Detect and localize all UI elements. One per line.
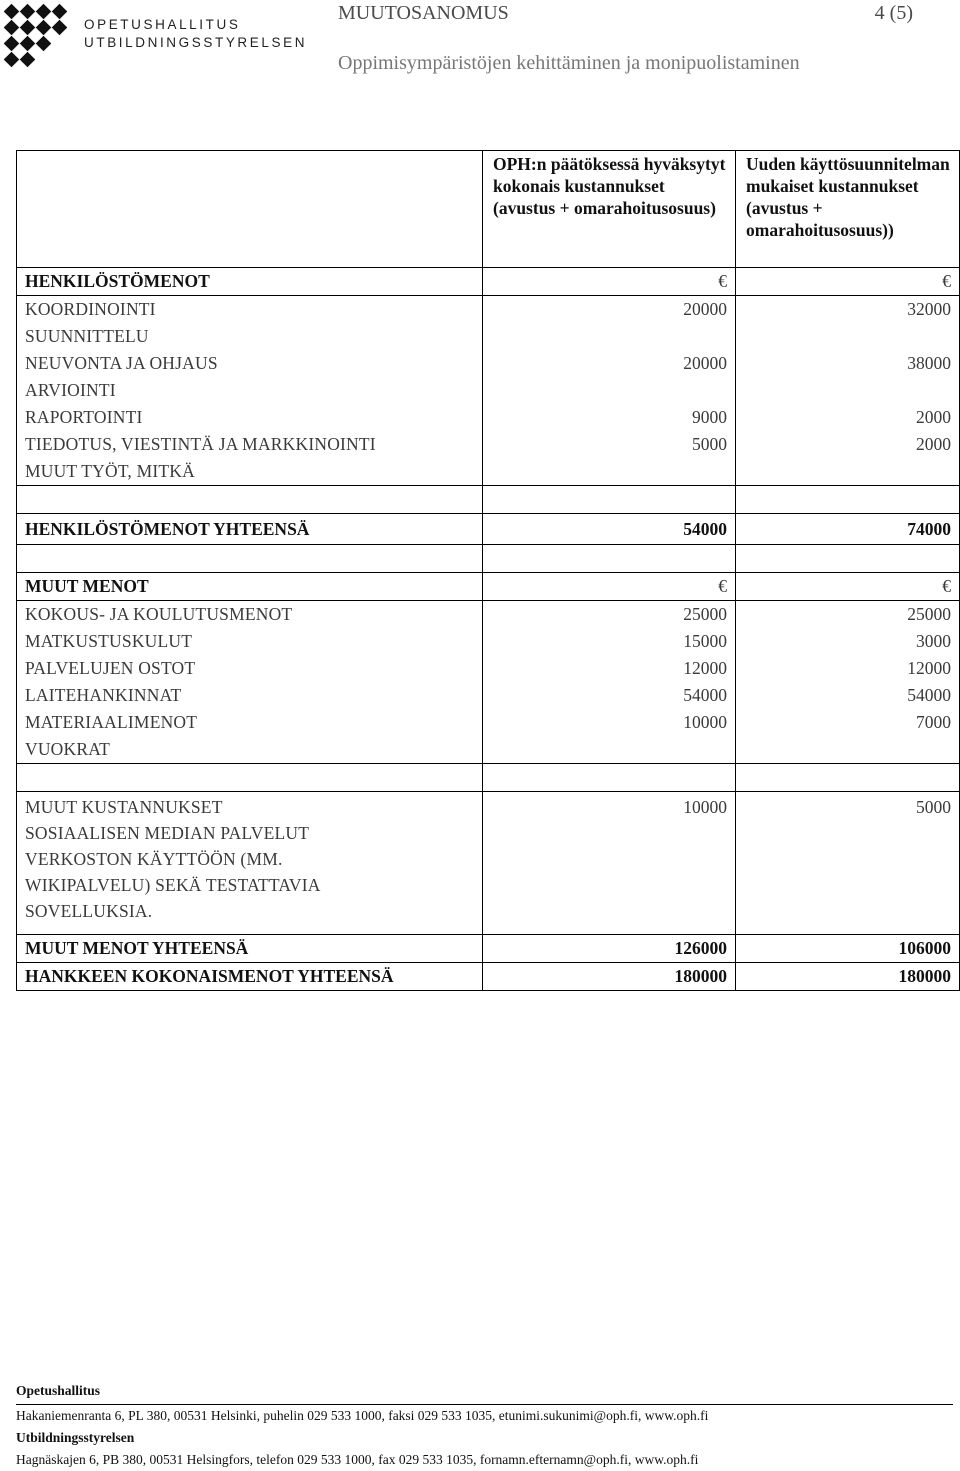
row-revised: 25000 [736, 601, 960, 629]
row-revised: 32000 [736, 296, 960, 324]
col-header-approved: OPH:n päätöksessä hyväksytyt kokonais kustannukset (avustus + omarahoitusosuus) [483, 151, 736, 268]
total-label: HENKILÖSTÖMENOT YHTEENSÄ [17, 514, 483, 545]
table-row [17, 709, 960, 736]
row-approved: 20000 [483, 350, 736, 377]
row-label: MATERIAALIMENOT [17, 709, 483, 736]
grand-total-label: HANKKEEN KOKONAISMENOT YHTEENSÄ [17, 963, 483, 991]
logo-line-fi: OPETUSHALLITUS [84, 17, 241, 32]
row-revised: 38000 [736, 350, 960, 377]
total-label: MUUT MENOT YHTEENSÄ [17, 935, 483, 963]
misc-line: SOSIAALISEN MEDIAN PALVELUT [25, 823, 310, 843]
row-label: TIEDOTUS, VIESTINTÄ JA MARKKINOINTI [17, 431, 483, 458]
row-revised [736, 736, 960, 764]
table-row [17, 655, 960, 682]
row-approved: 10000 [483, 709, 736, 736]
currency-revised: € [736, 573, 960, 601]
row-approved: 20000 [483, 296, 736, 324]
row-revised: 3000 [736, 628, 960, 655]
row-label: MATKUSTUSKULUT [17, 628, 483, 655]
table-row [17, 404, 960, 431]
section-title: MUUT MENOT [17, 573, 483, 601]
misc-revised: 5000 [736, 792, 960, 935]
footer-org-fi: Opetushallitus [16, 1383, 101, 1398]
row-approved: 5000 [483, 431, 736, 458]
row-revised: 12000 [736, 655, 960, 682]
section-title: HENKILÖSTÖMENOT [17, 268, 483, 296]
row-revised: 7000 [736, 709, 960, 736]
row-label: KOORDINOINTI [17, 296, 483, 324]
table-row [17, 431, 960, 458]
table-row [17, 601, 960, 629]
logo-wordmark [84, 16, 307, 52]
table-row [17, 350, 960, 377]
row-approved: 25000 [483, 601, 736, 629]
page-header [0, 0, 960, 90]
row-label: NEUVONTA JA OHJAUS [17, 350, 483, 377]
total-approved: 126000 [483, 935, 736, 963]
personnel-total-row [17, 514, 960, 545]
currency-approved: € [483, 573, 736, 601]
spacer-row [17, 764, 960, 792]
row-label: MUUT TYÖT, MITKÄ [17, 458, 483, 486]
misc-approved: 10000 [483, 792, 736, 935]
row-label: SUUNNITTELU [17, 323, 483, 350]
row-revised [736, 458, 960, 486]
total-approved: 54000 [483, 514, 736, 545]
row-label: VUOKRAT [17, 736, 483, 764]
row-approved [483, 377, 736, 404]
document-subtitle: Oppimisympäristöjen kehittäminen ja monipuolistaminen [338, 52, 800, 74]
row-approved [483, 458, 736, 486]
page-footer [16, 1380, 953, 1471]
misc-costs-label [17, 792, 483, 935]
row-approved: 9000 [483, 404, 736, 431]
misc-line: SOVELLUKSIA. [25, 901, 153, 921]
row-label: RAPORTOINTI [17, 404, 483, 431]
row-label: PALVELUJEN OSTOT [17, 655, 483, 682]
table-row [17, 736, 960, 764]
footer-address-fi: Hakaniemenranta 6, PL 380, 00531 Helsinki, puhelin 029 533 1000, faksi 029 533 1035, etunimi.sukunimi@oph.fi, www.oph.fi [16, 1408, 709, 1423]
total-revised: 74000 [736, 514, 960, 545]
spacer-row [17, 545, 960, 573]
misc-line: VERKOSTON KÄYTTÖÖN (MM. [25, 849, 283, 869]
document-type: MUUTOSANOMUS [338, 2, 509, 24]
currency-approved: € [483, 268, 736, 296]
row-label: LAITEHANKINNAT [17, 682, 483, 709]
row-revised [736, 377, 960, 404]
table-row [17, 296, 960, 324]
row-approved [483, 323, 736, 350]
row-label: ARVIOINTI [17, 377, 483, 404]
misc-costs-row [17, 792, 960, 935]
row-revised: 54000 [736, 682, 960, 709]
row-label: KOKOUS- JA KOULUTUSMENOT [17, 601, 483, 629]
col-header-revised: Uuden käyttösuunnitelman mukaiset kustannukset (avustus + omarahoitusosuus)) [736, 151, 960, 268]
table-row [17, 323, 960, 350]
row-revised: 2000 [736, 404, 960, 431]
row-approved: 12000 [483, 655, 736, 682]
budget-table [16, 150, 960, 991]
table-row [17, 377, 960, 404]
row-revised: 2000 [736, 431, 960, 458]
misc-line: MUUT KUSTANNUKSET [25, 797, 223, 817]
oph-logo-icon [0, 0, 80, 70]
table-row [17, 682, 960, 709]
column-header-row [17, 151, 960, 268]
other-total-row [17, 935, 960, 963]
section-header-personnel [17, 268, 960, 296]
table-row [17, 458, 960, 486]
spacer-row [17, 486, 960, 514]
row-approved: 54000 [483, 682, 736, 709]
section-header-other [17, 573, 960, 601]
row-revised [736, 323, 960, 350]
misc-line: WIKIPALVELU) SEKÄ TESTATTAVIA [25, 875, 321, 895]
grand-total-revised: 180000 [736, 963, 960, 991]
footer-org-sv: Utbildningsstyrelsen [16, 1430, 135, 1445]
grand-total-approved: 180000 [483, 963, 736, 991]
grand-total-row [17, 963, 960, 991]
total-revised: 106000 [736, 935, 960, 963]
currency-revised: € [736, 268, 960, 296]
page-number: 4 (5) [874, 2, 913, 24]
row-approved: 15000 [483, 628, 736, 655]
logo-line-sv: UTBILDNINGSSTYRELSEN [84, 35, 308, 50]
table-row [17, 628, 960, 655]
footer-address-sv: Hagnäskajen 6, PB 380, 00531 Helsingfors, telefon 029 533 1000, fax 029 533 1035, fornamn.efternamn@oph.fi, www.oph.fi [16, 1452, 699, 1467]
row-approved [483, 736, 736, 764]
